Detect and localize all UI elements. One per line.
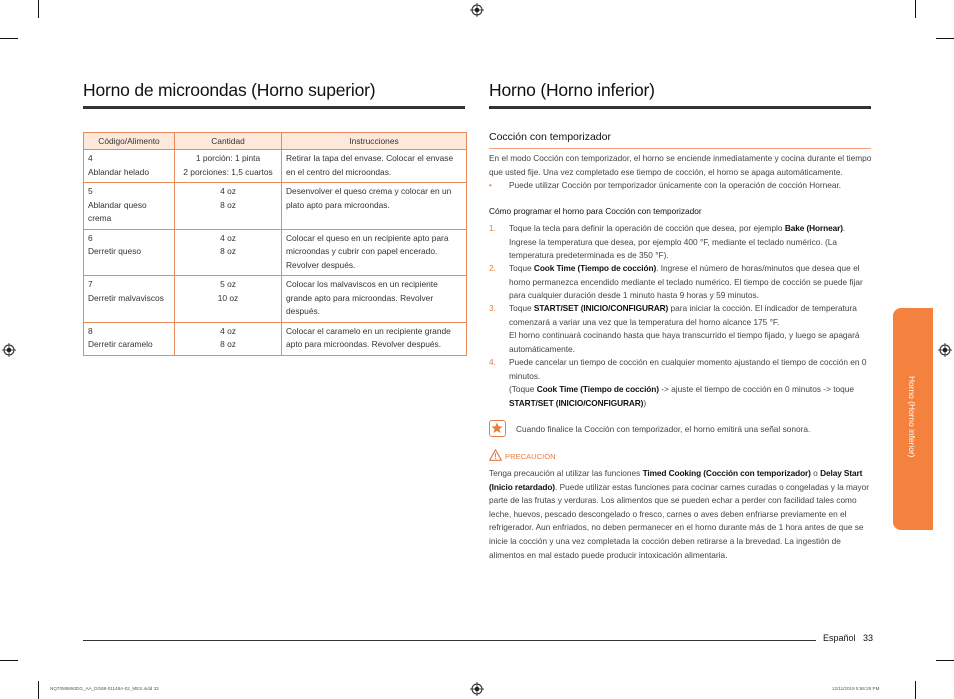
quantity-value: 5 oz: [220, 279, 236, 289]
registration-mark-icon: [470, 682, 484, 696]
table-row: [84, 150, 467, 183]
note-text: Cuando finalice la Cocción con temporizador, el horno emitirá una señal sonora.: [516, 424, 811, 434]
caution-paragraph: [489, 467, 873, 562]
right-title-rule: [489, 106, 871, 109]
instruction-text: Retirar la tapa del envase. Colocar el envase en el centro del microondas.: [286, 153, 454, 177]
registration-mark-icon: [938, 343, 952, 357]
step-item: [489, 302, 871, 356]
food-code: 7: [88, 279, 93, 289]
instruction-text: Colocar el queso en un recipiente apto para microondas y cubrir con papel encerado. Revolver después.: [286, 232, 449, 270]
step-number: 1.: [489, 223, 496, 233]
food-name: Derretir malvaviscos: [88, 292, 164, 303]
instruction-text: Desenvolver el queso crema y colocar en un plato apto para microondas.: [286, 186, 452, 210]
food-code: 6: [88, 232, 93, 243]
left-page-title: Horno de microondas (Horno superior): [83, 80, 376, 100]
food-code: 5: [88, 186, 93, 196]
chapter-side-tab: [893, 308, 933, 530]
right-page-title: Horno (Horno inferior): [489, 80, 655, 100]
footer-rule: [83, 640, 816, 641]
caution-text: o: [810, 468, 821, 478]
footer-page-number: 33: [863, 633, 874, 643]
instruction-text: Colocar el caramelo en un recipiente grande apto para microondas. Revolver después.: [286, 325, 451, 349]
step-item: [489, 356, 871, 410]
food-name: Derretir queso: [88, 246, 142, 256]
registration-mark-icon: [2, 343, 16, 357]
caution-text: Tenga precaución al utilizar las funciones: [489, 468, 643, 478]
table-row: [84, 322, 467, 355]
intro-paragraph: En el modo Cocción con temporizador, el horno se enciende inmediatamente y cocina durante el tiempo que usted fije. Una vez completado ese tiempo de cocción, el horno se apaga automáticamente.: [489, 153, 872, 177]
step-key: START/SET (INICIO/CONFIGURAR): [509, 397, 644, 408]
how-to-title: Cómo programar el horno para Cocción con temporizador: [489, 206, 702, 216]
print-date: 12/11/2019 5:56:29 PM: [832, 686, 880, 691]
step-item: [489, 262, 871, 303]
quantity-value: 8 oz: [220, 199, 236, 210]
section-title: Cocción con temporizador: [489, 131, 611, 143]
quantity-value: 8 oz: [220, 339, 236, 349]
bullet-marker: •: [489, 180, 492, 190]
caution-key: Timed Cooking (Cocción con temporizador): [642, 468, 811, 478]
left-title-rule: [83, 106, 465, 109]
food-code: 4: [88, 153, 93, 163]
warning-icon: [489, 449, 502, 461]
instruction-text: Colocar los malvaviscos en un recipiente grande apto para microondas. Revolver después.: [286, 279, 438, 316]
caution-label: PRECAUCIÓN: [505, 452, 556, 461]
registration-mark-icon: [470, 3, 484, 17]
footer-language: Español: [823, 633, 856, 643]
step-text: Toque: [509, 303, 534, 313]
footer-page-label: [823, 633, 873, 643]
step-text: (Toque: [509, 384, 537, 395]
section-rule: [489, 148, 871, 149]
table-header-instructions: Instrucciones: [282, 133, 467, 150]
caution-key: Delay Start (Inicio retardado): [489, 468, 863, 492]
table-row: [84, 276, 467, 323]
step-key: Cook Time (Tiempo de cocción): [536, 384, 659, 395]
food-name: Ablandar queso crema: [88, 199, 147, 223]
table-header-food: Código/Alimento: [84, 133, 175, 150]
step-item: [489, 222, 871, 263]
quantity-value: 10 oz: [217, 292, 239, 303]
bullet-item: [489, 179, 871, 193]
step-text: El horno continuará cocinando hasta que haya transcurrido el tiempo fijado, y luego se apagará automáticamente.: [509, 330, 860, 354]
quantity-value: 4 oz: [220, 325, 236, 336]
food-name: Derretir caramelo: [88, 339, 153, 349]
quantity-value: 1 porción: 1 pinta: [195, 153, 261, 163]
step-number: 2.: [489, 263, 496, 273]
table-header-quantity: Cantidad: [175, 133, 282, 150]
bullet-text: Puede utilizar Cocción por temporizador únicamente con la operación de cocción Hornear.: [509, 180, 842, 190]
step-text: -> ajuste el tiempo de cocción en 0 minutos -> toque: [658, 384, 854, 395]
caution-text: . Puede utilizar estas funciones para cocinar carnes curadas o congeladas y la mayor parte de las frutas y verduras. Los alimentos que se pueden echar a perder con facilidad tales como leche, huevos, pescado descongelado o fresco, carnes o aves deben enfriarse previamente en el refrigerador. Aun enfriados, no deben permanecer en el horno durante más de 1 hora antes de que se inicie la cocción y una vez completada la cocción deben retirarse a la brevedad. La ingestión de alimentos en mal estado puede producir intoxicación alimentaria.: [489, 481, 870, 560]
step-key: Cook Time (Tiempo de cocción): [533, 263, 657, 273]
cooking-table: [83, 132, 467, 356]
step-key: START/SET (INICIO/CONFIGURAR): [533, 303, 669, 313]
step-key: Bake (Hornear): [784, 223, 843, 233]
step-text: ): [643, 397, 647, 408]
food-name: Ablandar helado: [88, 166, 150, 177]
print-slug: NQ70M6650DG_AA_DG68-01148A-02_MES.indd 33: [50, 686, 159, 691]
food-code: 8: [88, 325, 93, 336]
quantity-value: 4 oz: [220, 186, 236, 196]
step-number: 4.: [489, 357, 496, 367]
table-row: [84, 183, 467, 230]
step-text: . Ingrese la temperatura que desea, por ejemplo 400 °F, mediante el teclado numérico. (La temperatura predeterminada es de 350 °F).: [509, 223, 846, 261]
step-number: 3.: [489, 303, 496, 313]
step-text: Puede cancelar un tiempo de cocción en cualquier momento ajustando el tiempo de cocción en 0 minutos.: [509, 357, 867, 381]
table-row: [84, 229, 467, 276]
quantity-value: 8 oz: [220, 246, 236, 256]
side-tab-label: Horno (Horno inferior): [907, 376, 917, 458]
step-text: para iniciar la cocción. El indicador de temperatura comenzará a variar una vez que la temperatura del horno alcance 175 °F.: [509, 303, 857, 327]
step-text: . Ingrese el número de horas/minutos que desea que el horno permanezca encendido mediante el teclado numérico. El tiempo de cocción se puede fijar para cualquier duración desde 1 minuto hasta 9 horas y 59 minutos.: [509, 263, 863, 301]
star-note-icon: [489, 420, 506, 437]
step-text: Toque la tecla para definir la operación de cocción que desea, por ejemplo: [509, 223, 785, 233]
quantity-value: 2 porciones: 1,5 cuartos: [183, 166, 273, 177]
step-text: Toque: [509, 263, 534, 273]
quantity-value: 4 oz: [220, 232, 236, 243]
